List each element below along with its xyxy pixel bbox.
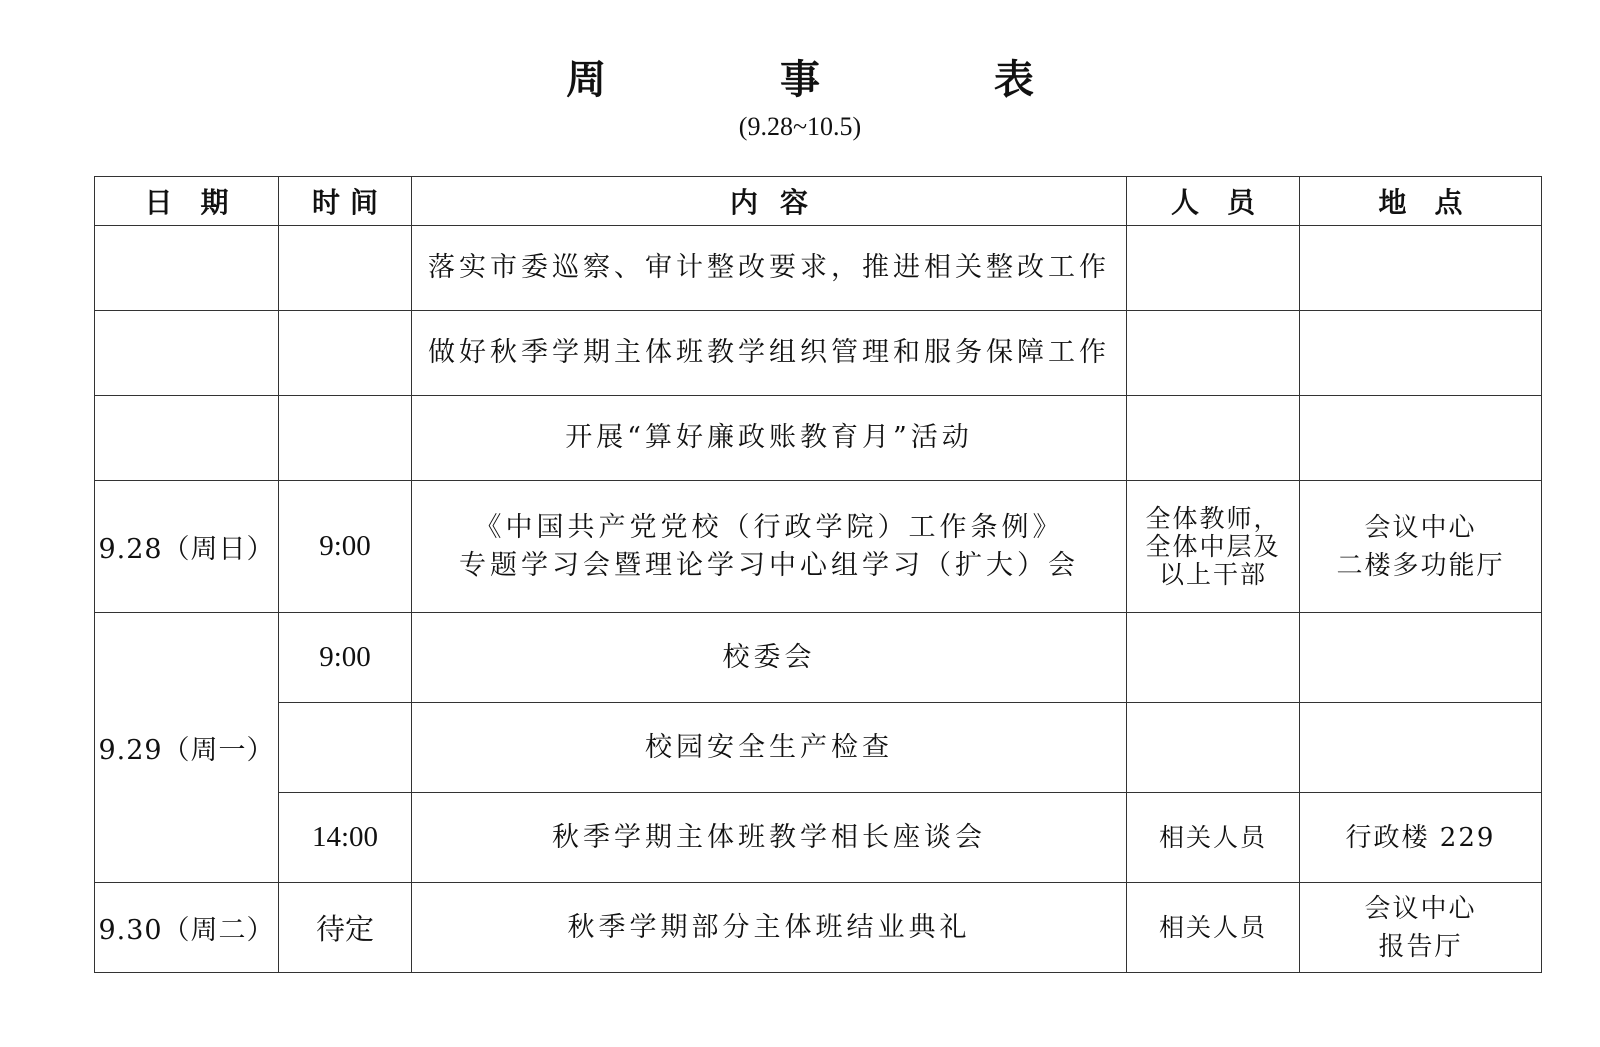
date-cell — [95, 396, 279, 481]
content-cell — [412, 481, 1127, 613]
place-cell — [1300, 311, 1542, 396]
time-cell: 14:00 — [279, 793, 412, 883]
place-line: 报告厅 — [1378, 931, 1463, 962]
time-cell — [279, 226, 412, 311]
table-row — [95, 226, 1542, 311]
date-cell: 9.28（周日） — [95, 481, 279, 613]
place-cell — [1300, 703, 1542, 793]
people-cell — [1127, 703, 1300, 793]
content-cell: 做好秋季学期主体班教学组织管理和服务保障工作 — [412, 311, 1127, 396]
content-cell: 秋季学期部分主体班结业典礼 — [412, 883, 1127, 973]
table-row — [95, 613, 1542, 703]
place-cell — [1300, 226, 1542, 311]
people-cell — [1127, 613, 1300, 703]
people-cell — [1127, 226, 1300, 311]
content-line: 《中国共产党党校（行政学院）工作条例》 — [474, 511, 1064, 543]
time-cell: 9:00 — [279, 613, 412, 703]
place-line: 二楼多功能厅 — [1336, 550, 1505, 581]
people-cell — [1127, 481, 1300, 613]
content-line: 专题学习会暨理论学习中心组学习（扩大）会 — [459, 549, 1079, 581]
people-line: 以上干部 — [1158, 559, 1267, 589]
time-cell: 9:00 — [279, 481, 412, 613]
people-line: 全体教师， — [1145, 503, 1281, 533]
date-cell — [95, 226, 279, 311]
header-date: 日期 — [95, 177, 279, 226]
header-content: 内容 — [412, 177, 1127, 226]
time-cell — [279, 396, 412, 481]
table-row — [95, 793, 1542, 883]
place-cell — [1300, 613, 1542, 703]
table-row — [95, 396, 1542, 481]
date-cell: 9.29（周一） — [95, 613, 279, 883]
content-cell: 落实市委巡察、审计整改要求，推进相关整改工作 — [412, 226, 1127, 311]
place-cell — [1300, 883, 1542, 973]
header-people: 人员 — [1127, 177, 1300, 226]
table-row — [95, 481, 1542, 613]
content-cell: 校园安全生产检查 — [412, 703, 1127, 793]
table-row — [95, 703, 1542, 793]
date-range: (9.28~10.5) — [738, 112, 862, 141]
time-cell — [279, 703, 412, 793]
content-cell: 秋季学期主体班教学相长座谈会 — [412, 793, 1127, 883]
weekly-schedule-table — [94, 176, 1542, 973]
time-cell — [279, 311, 412, 396]
table-row — [95, 883, 1542, 973]
place-cell — [1300, 396, 1542, 481]
place-line: 会议中心 — [1364, 893, 1477, 924]
people-cell: 相关人员 — [1127, 883, 1300, 973]
table-header-row — [95, 177, 1542, 226]
place-cell — [1300, 481, 1542, 613]
people-cell — [1127, 311, 1300, 396]
people-line: 全体中层及 — [1145, 531, 1281, 561]
table-row — [95, 311, 1542, 396]
place-line: 会议中心 — [1364, 512, 1477, 543]
time-cell: 待定 — [279, 883, 412, 973]
content-cell: 校委会 — [412, 613, 1127, 703]
content-cell: 开展“算好廉政账教育月”活动 — [412, 396, 1127, 481]
document-title: 周 事 表 — [566, 57, 1114, 103]
people-cell: 相关人员 — [1127, 793, 1300, 883]
place-cell: 行政楼 229 — [1300, 793, 1542, 883]
people-cell — [1127, 396, 1300, 481]
date-cell — [95, 311, 279, 396]
date-cell: 9.30（周二） — [95, 883, 279, 973]
header-place: 地点 — [1300, 177, 1542, 226]
header-time: 时间 — [279, 177, 412, 226]
